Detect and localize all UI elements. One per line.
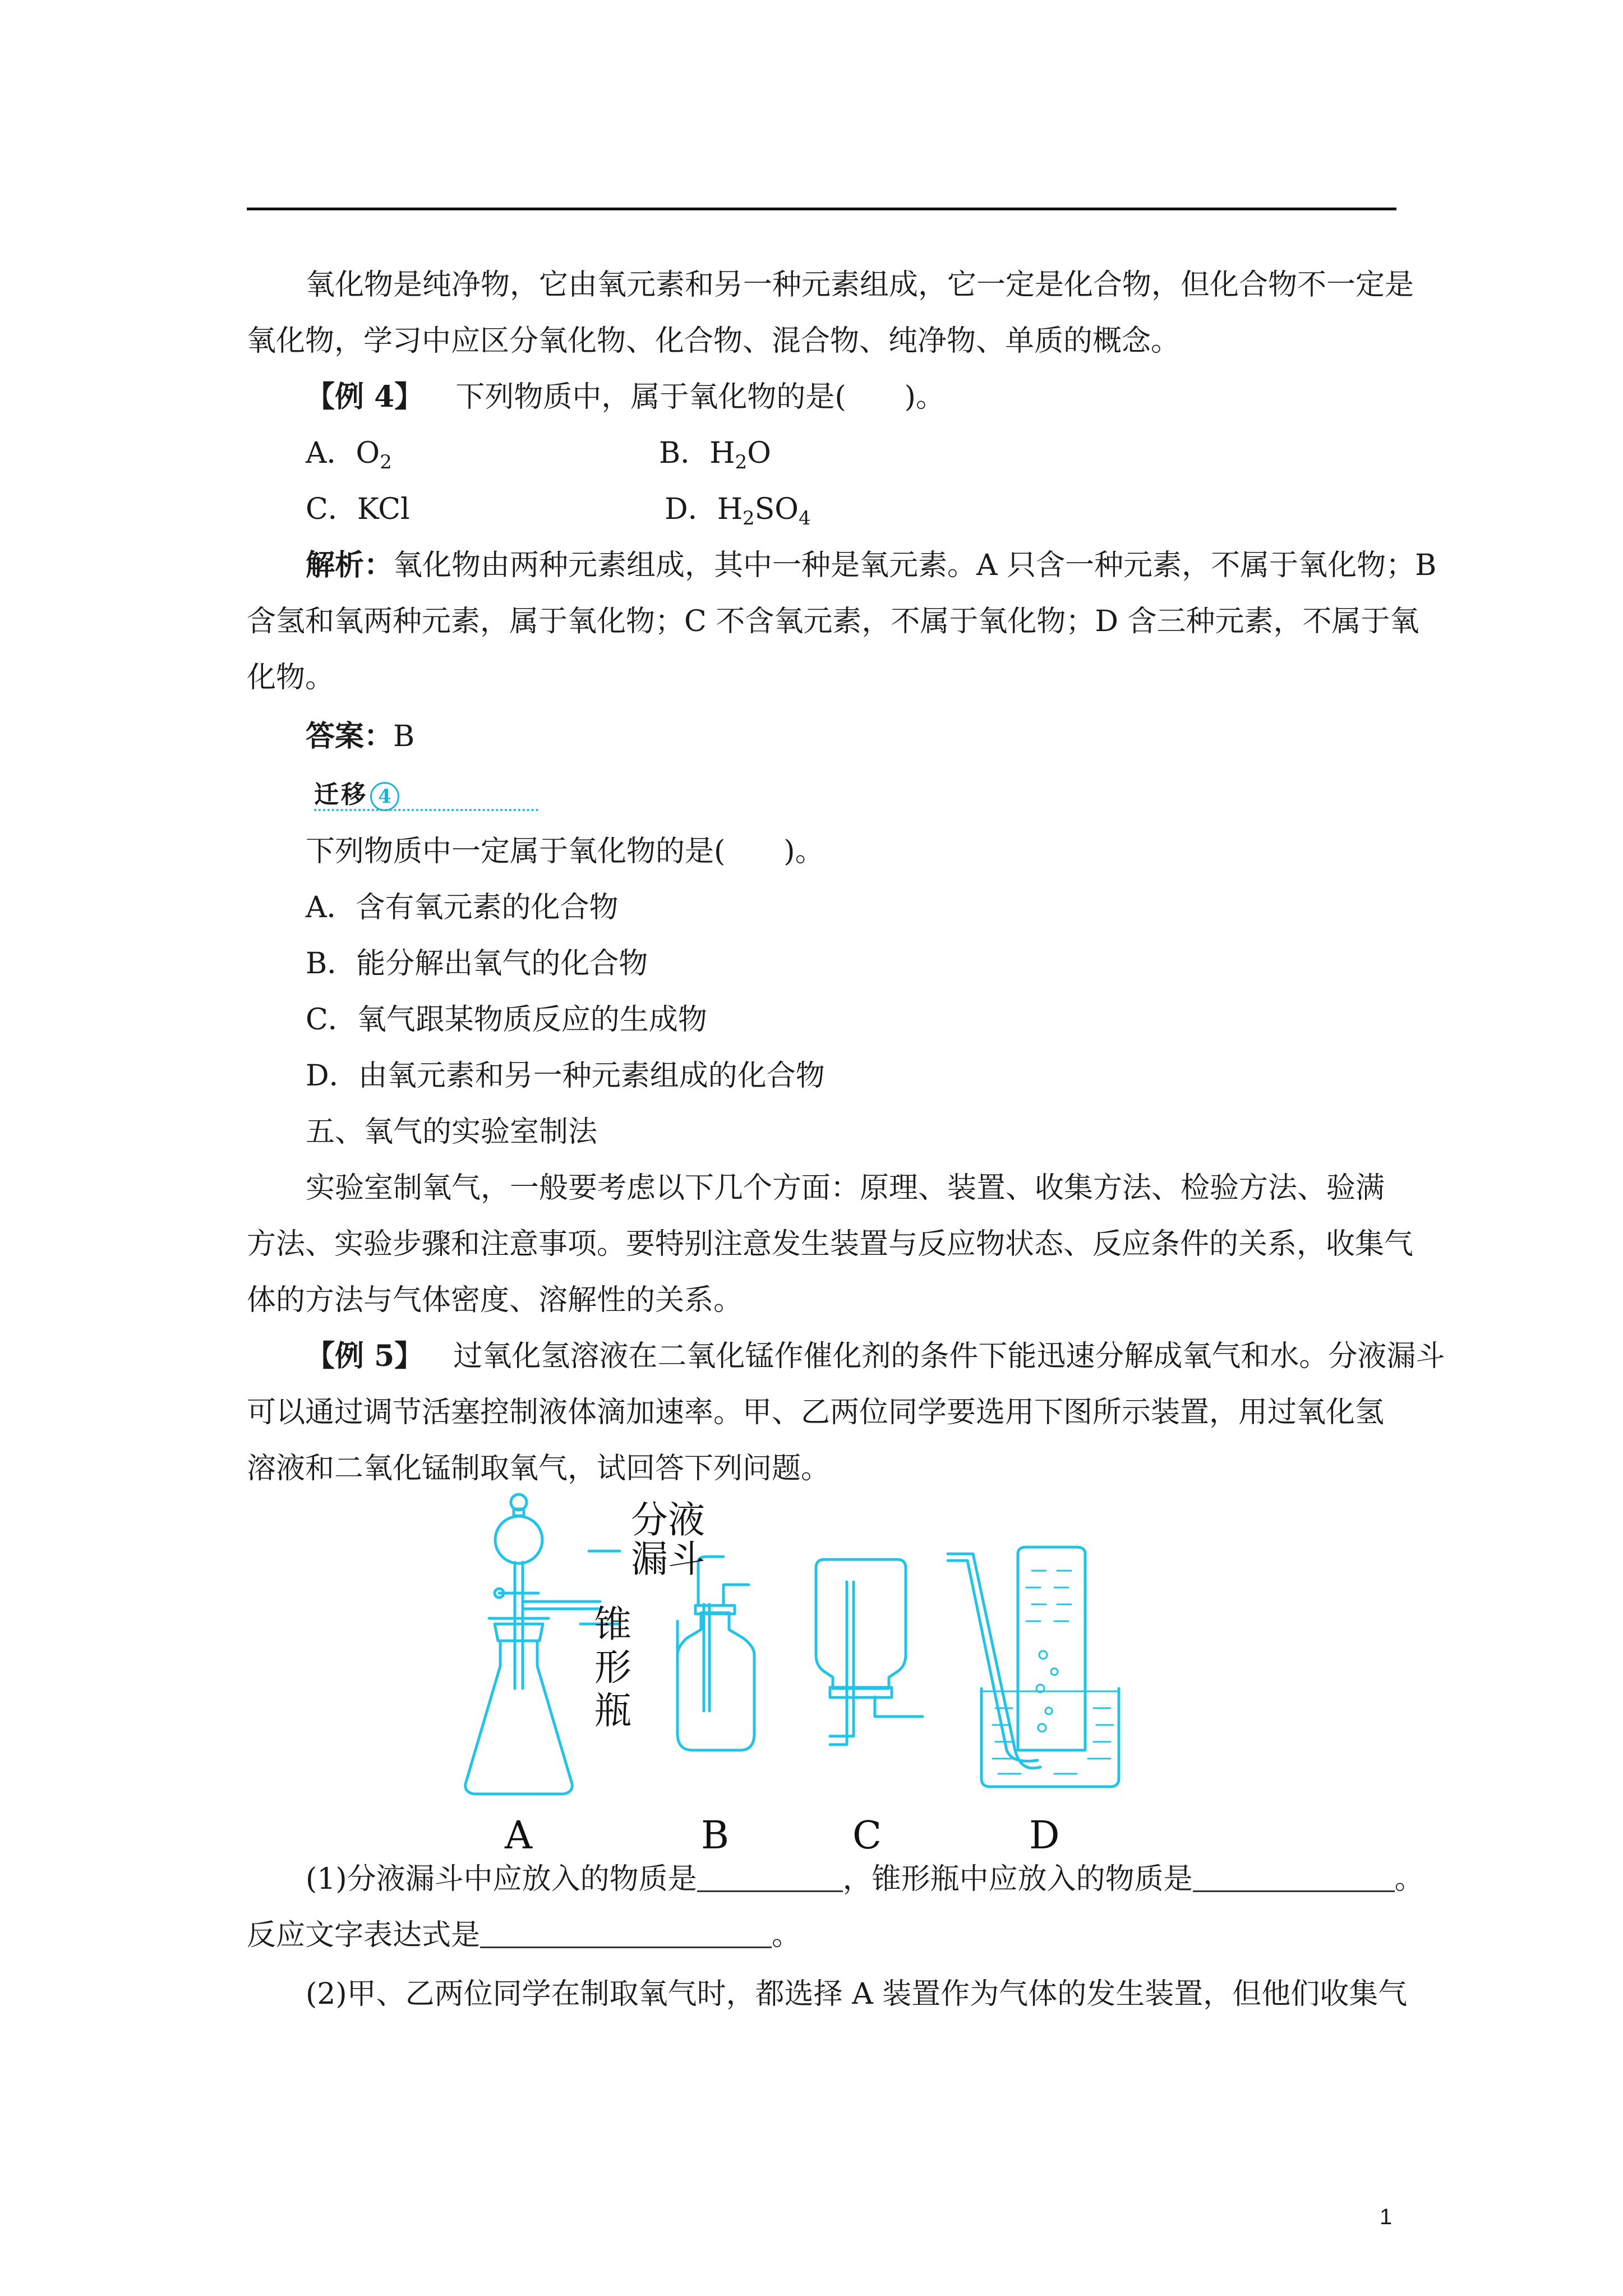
answer-blank[interactable] [480,1922,772,1948]
example5-line: 可以通过调节活塞控制液体滴加速率。甲、乙两位同学要选用下图所示装置，用过氧化氢 [247,1396,1385,1429]
option-b: B．$H_2O$ [659,436,771,473]
section-heading: 五、氧气的实验室制法 [306,1115,598,1149]
paragraph-line: 氧化物是纯净物，它由氧元素和另一种元素组成，它一定是化合物，但化合物不一定是 [306,268,1414,302]
label-funnel-line1: 分液 [631,1498,705,1542]
analysis-label: 解析： [306,548,394,582]
page-number: 1 [1380,2205,1393,2229]
transfer-question: 下列物质中一定属于氧化物的是( )。 [306,835,824,868]
transfer-dotted-underline [314,809,538,811]
option-a: A．$O_2$ [306,436,392,473]
label-c: C [852,1814,882,1857]
analysis-line: 化物。 [247,661,335,694]
label-funnel-line2: 漏斗 [631,1538,705,1581]
apparatus-d [948,1547,1119,1787]
option-c: C．KCl [306,493,410,526]
option-d: D．$H_2SO_4$ [665,493,811,530]
label-flask-line1: 锥 [594,1603,631,1646]
example5-question2-line: (2)甲、乙两位同学在制取氧气时，都选择 A 装置作为气体的发生装置，但他们收集气 [306,1977,1408,2011]
answer-blank[interactable] [1193,1866,1395,1892]
answer-label: 答案： [306,719,394,753]
example4-options-ab [306,436,1461,473]
apparatus-b [677,1557,754,1750]
label-flask-line3: 瓶 [594,1689,631,1732]
transfer-heading [314,774,538,813]
apparatus-c [816,1559,923,1745]
example5-line: 溶液和二氧化锰制取氧气，试回答下列问题。 [247,1452,831,1485]
example5-line: 【例 5】 过氧化氢溶液在二氧化锰作催化剂的条件下能迅速分解成氧气和水。分液漏斗 [306,1339,1445,1373]
label-flask-line2: 形 [594,1646,631,1689]
example5-question1-line: (1)分液漏斗中应放入的物质是 ，锥形瓶中应放入的物质是 。 [306,1862,1424,1896]
example4-question-line [306,380,1461,414]
paragraph-line: 氧化物，学习中应区分氧化物、化合物、混合物、纯净物、单质的概念。 [247,324,1181,358]
section-paragraph-line: 体的方法与气体密度、溶解性的关系。 [247,1283,743,1317]
answer-line [306,720,1461,753]
example5-question1-line2: 反应文字表达式是 。 [247,1918,801,1952]
header-rule [247,208,1396,210]
section-paragraph-line: 实验室制氧气，一般要考虑以下几个方面：原理、装置、收集方法、检验方法、验满 [306,1171,1385,1205]
label-a: A [505,1814,533,1857]
example5-tag: 【例 5】 [306,1339,424,1373]
analysis-line: 解析：氧化物由两种元素组成，其中一种是氧元素。A 只含一种元素，不属于氧化物；B [306,548,1437,582]
transfer-option-a: A．含有氧元素的化合物 [306,891,619,924]
transfer-option-d: D．由氧元素和另一种元素组成的化合物 [306,1059,825,1093]
transfer-title: 迁移 [314,780,368,809]
transfer-option-c: C．氧气跟某物质反应的生成物 [306,1003,707,1037]
section-paragraph-line: 方法、实验步骤和注意事项。要特别注意发生装置与反应物状态、反应条件的关系，收集气 [247,1227,1414,1261]
answer-value: B [393,720,415,753]
example4-tag: 【例 4】 [306,380,424,414]
label-b: B [701,1814,729,1857]
analysis-line: 含氢和氧两种元素，属于氧化物；C 不含氧元素，不属于氧化物；D 含三种元素，不属于氧 [247,605,1419,638]
label-d: D [1029,1814,1060,1857]
example4-question: 下列物质中，属于氧化物的是( )。 [455,380,945,414]
transfer-number-badge: 4 [370,782,399,811]
answer-blank[interactable] [697,1866,843,1892]
example4-options-cd [306,493,1461,530]
apparatus-diagram [460,1487,1166,1857]
transfer-option-b: B．能分解出氧气的化合物 [306,947,648,981]
apparatus-figure [460,1487,1166,1857]
